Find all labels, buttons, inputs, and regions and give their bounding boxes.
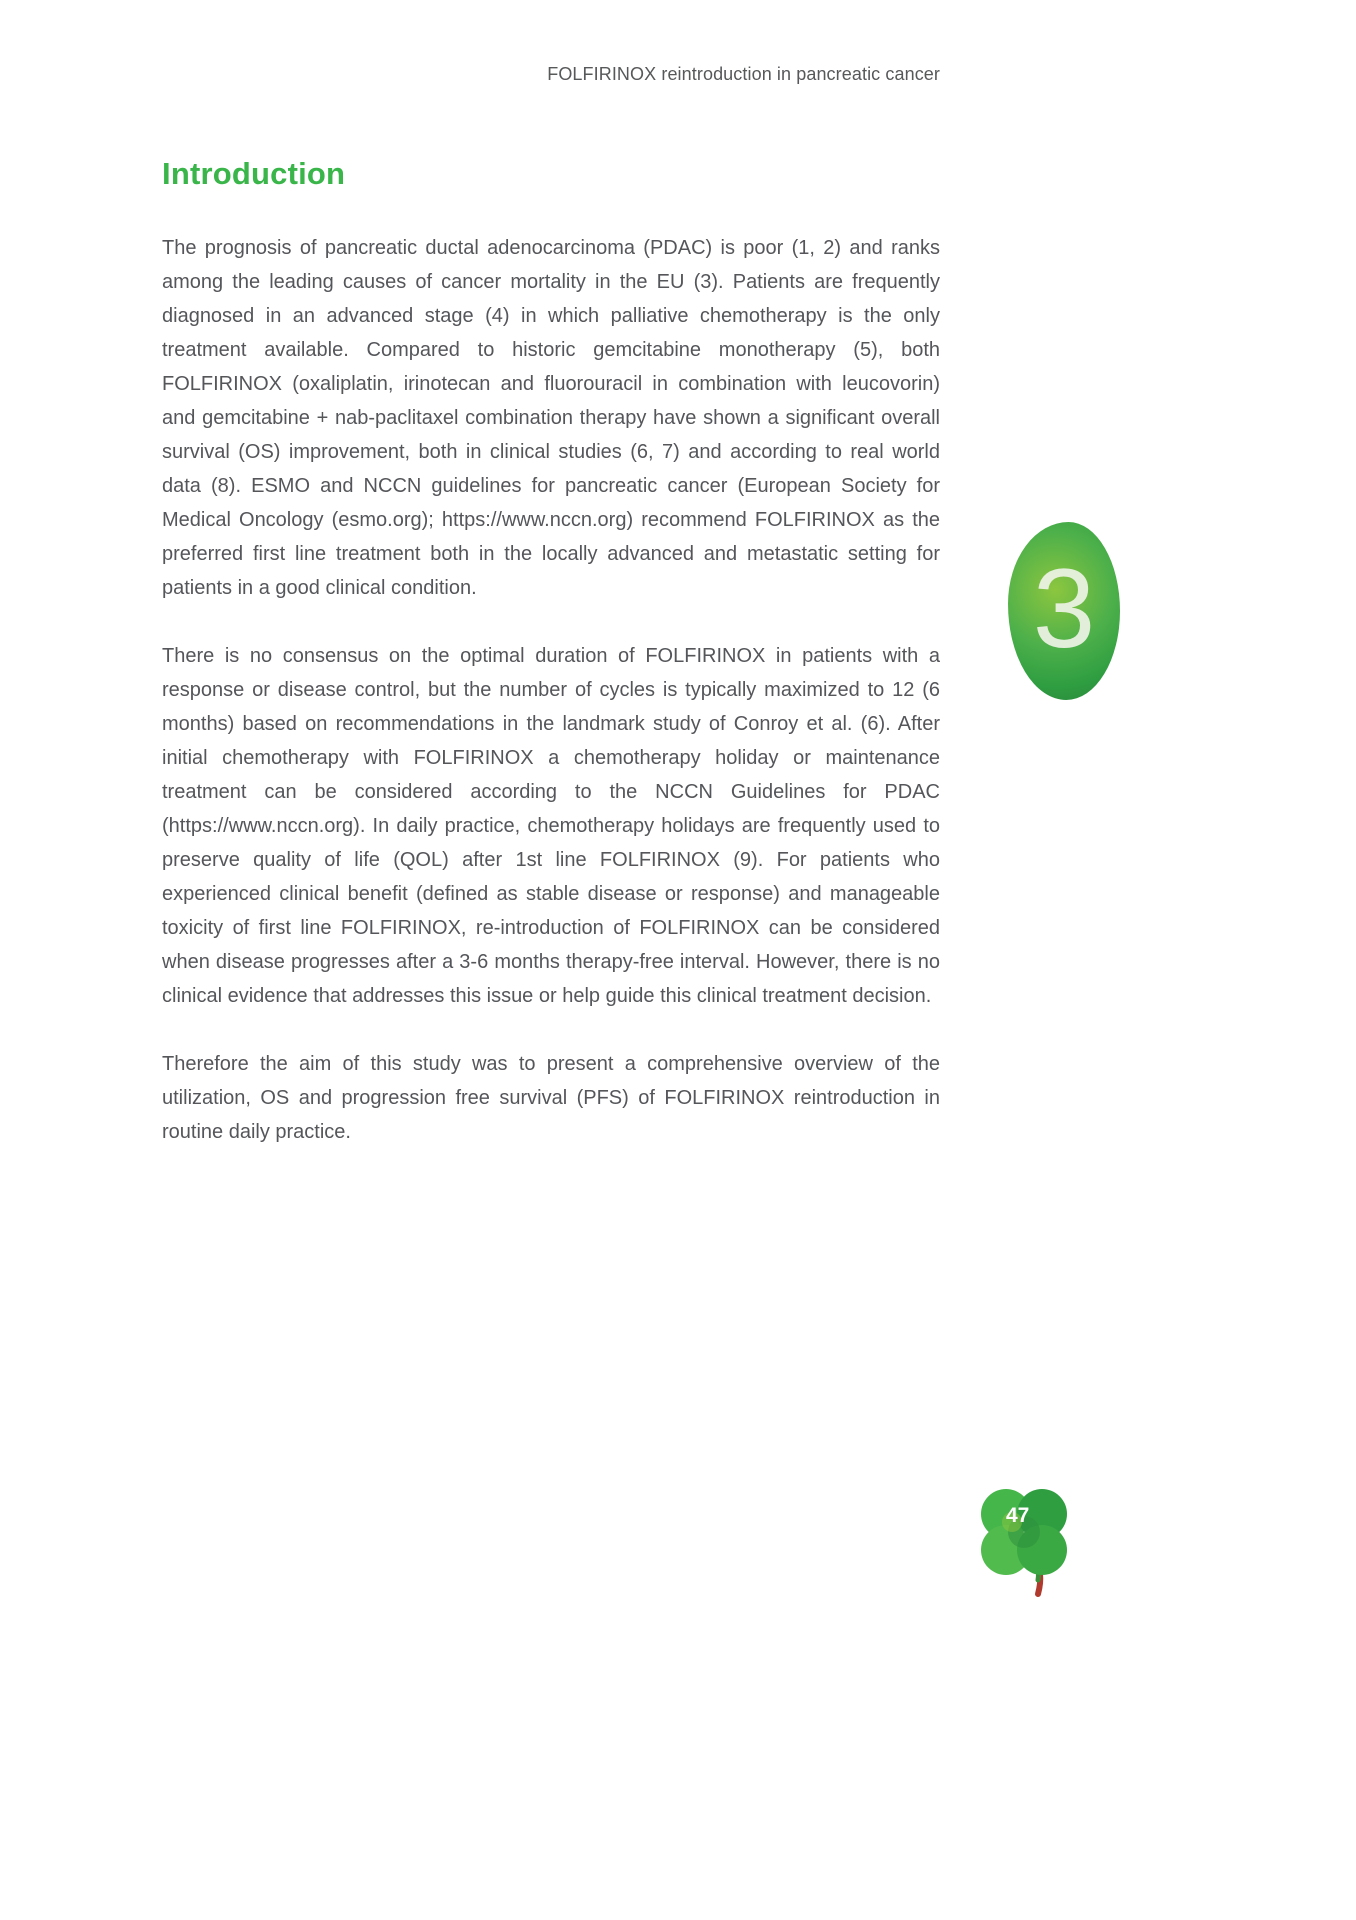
paragraph-2: There is no consensus on the optimal duration of FOLFIRINOX in patients with a response or disease control, but the number of cycles is typically maximized to 12 (6 months) based on recommendations in the landmark study of Conroy et al. (6). After initial chemotherapy with FOLFIRINOX a chemotherapy holiday or maintenance treatment can be considered according to the NCCN Guidelines for PDAC (https://www.nccn.org). In daily practice, chemotherapy holidays are frequently used to preserve quality of life (QOL) after 1st line FOLFIRINOX (9). For patients who experienced clinical benefit (defined as stable disease or response) and manageable toxicity of first line FOLFIRINOX, re-introduction of FOLFIRINOX can be considered when disease progresses after a 3-6 months therapy-free interval. However, there is no clinical evidence that addresses this issue or help guide this clinical treatment decision. (162, 645, 940, 1007)
chapter-number: 3 (1032, 546, 1096, 671)
page-number: 47 (1006, 1504, 1030, 1527)
paragraph-3: Therefore the aim of this study was to present a comprehensive overview of the utilization, OS and progression free survival (PFS) of FOLFIRINOX reintroduction in routine daily practice. (162, 1053, 940, 1143)
page-marker (972, 1482, 1076, 1600)
section-title: Introduction (162, 156, 346, 191)
paragraph-1: The prognosis of pancreatic ductal adenocarcinoma (PDAC) is poor (1, 2) and ranks among the leading causes of cancer mortality in the EU (3). Patients are frequently diagnosed in an advanced stage (4) in which palliative chemotherapy is the only treatment available. Compared to historic gemcitabine monotherapy (5), both FOLFIRINOX (oxaliplatin, irinotecan and fluorouracil in combination with leucovorin) and gemcitabine + nab-paclitaxel combination therapy have shown a significant overall survival (OS) improvement, both in clinical studies (6, 7) and according to real world data (8). ESMO and NCCN guidelines for pancreatic cancer (European Society for Medical Oncology (esmo.org); https://www.nccn.org) recommend FOLFIRINOX as the preferred first line treatment both in the locally advanced and metastatic setting for patients in a good clinical condition. (162, 237, 940, 599)
four-leaf-clover-icon (972, 1482, 1076, 1600)
body-copy (162, 231, 940, 1183)
running-header: FOLFIRINOX reintroduction in pancreatic cancer (547, 64, 940, 84)
chapter-tab-blob-icon (1008, 522, 1120, 700)
